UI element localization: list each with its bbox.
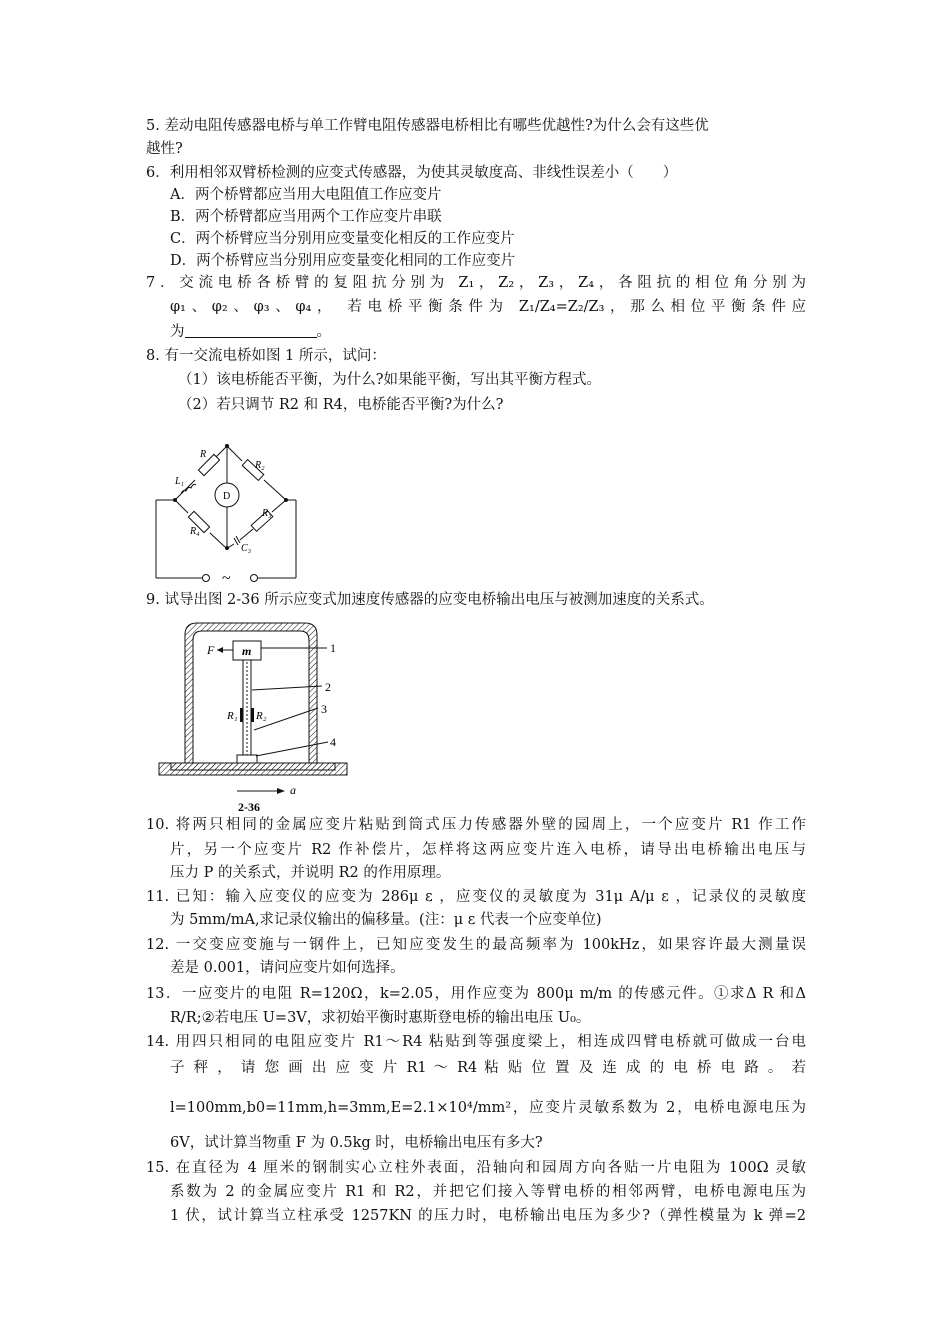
- q11-line1: 11. 已知：输入应变仪的应变为 286μ ε ，应变仪的灵敏度为 31μ A/μ ε ，记录仪的灵敏度: [146, 889, 806, 905]
- q5-line2: 越性?: [146, 141, 183, 157]
- q14-line3: l=100mm,b0=11mm,h=3mm,E=2.1×10⁴/mm²，应变片灵敏系数为 2，电桥电源电压为: [170, 1100, 806, 1116]
- label-R: R: [200, 449, 207, 460]
- beam-mount: [237, 755, 257, 763]
- q7-line3-post: 。: [316, 324, 331, 340]
- label-4: 4: [330, 735, 336, 749]
- ac-source-symbol: ~: [222, 570, 231, 587]
- q12-line2: 差是 0.001，请问应变片如何选择。: [170, 960, 405, 976]
- q12-line1: 12. 一交变应变施与一钢件上，已知应变发生的最高频率为 100kHz，如果容许最大测量误: [146, 937, 806, 953]
- source-terminal-left: [203, 575, 210, 582]
- q7-line3-pre: 为: [170, 324, 185, 340]
- q11-line2: 为 5mm/mA,求记录仪输出的偏移量。(注：μ ε 代表一个应变单位): [170, 912, 602, 928]
- q6-option-c: C．两个桥臂应当分别用应变量变化相反的工作应变片: [170, 231, 515, 247]
- q13-line1: 13．一应变片的电阻 R=120Ω，k=2.05，用作应变为 800μ m/m 的传感元件。①求Δ R 和Δ: [146, 986, 806, 1002]
- strain-gauge-R2: [251, 708, 254, 722]
- strain-gauge-R1: [240, 708, 243, 722]
- q10-line3: 压力 P 的关系式，并说明 R2 的作用原理。: [170, 865, 451, 881]
- source-terminal-right: [251, 575, 258, 582]
- q8-stem: 8. 有一交流电桥如图 1 所示，试问：: [146, 348, 386, 364]
- q15-line3: 1 伏，试计算当立柱承受 1257KN 的压力时，电桥输出电压为多少?（弹性模量为 k 弹=2: [170, 1208, 806, 1224]
- ac-bridge-figure: [150, 430, 310, 590]
- q13-line2: R/R;②若电压 U=3V，求初始平衡时惠斯登电桥的输出电压 U₀。: [170, 1010, 591, 1026]
- q14-line4: 6V，试计算当物重 F 为 0.5kg 时，电桥输出电压有多大?: [170, 1135, 543, 1151]
- q6-option-a: A．两个桥臂都应当用大电阻值工作应变片: [170, 187, 442, 203]
- q6-option-d: D．两个桥臂应当分别用应变量变化相同的工作应变片: [170, 253, 516, 269]
- base: [159, 763, 347, 775]
- q5-line1: 5. 差动电阻传感器电桥与单工作臂电阻传感器电桥相比有哪些优越性?为什么会有这些优: [146, 118, 709, 134]
- label-F: F: [207, 643, 215, 657]
- q9-stem: 9. 试导出图 2-36 所示应变式加速度传感器的应变电桥输出电压与被测加速度的关系式。: [146, 592, 714, 608]
- label-R2: R₂: [256, 710, 267, 722]
- q7-line2: φ₁、φ₂、φ₃、φ₄， 若电桥平衡条件为 Z₁/Z₄=Z₂/Z₃，那么相位平衡条件应: [170, 299, 806, 315]
- q10-line1: 10. 将两只相同的金属应变片粘贴到筒式压力传感器外壁的园周上，一个应变片 R1 作工作: [146, 817, 806, 833]
- accelerometer-figure: [155, 620, 355, 820]
- figure-caption: 2-36: [238, 800, 260, 814]
- label-R2: R₂: [255, 460, 265, 471]
- q8-sub2: （2）若只调节 R2 和 R4，电桥能否平衡?为什么?: [178, 397, 504, 413]
- q15-line2: 系数为 2 的金属应变片 R1 和 R2，并把它们接入等臂电桥的相邻两臂，电桥电源电压为: [170, 1184, 806, 1200]
- label-L1: L₁: [175, 476, 185, 487]
- q7-answer-blank: [185, 323, 317, 338]
- q15-line1: 15. 在直径为 4 厘米的钢制实心立柱外表面，沿轴向和园周方向各贴一片电阻为 100Ω 灵敏: [146, 1160, 806, 1176]
- label-C3: C₃: [241, 543, 252, 554]
- q14-line1: 14. 用四只相同的电阻应变片 R1～R4 粘贴到等强度梁上，相连成四臂电桥就可做成一台电: [146, 1034, 806, 1050]
- label-2: 2: [325, 680, 331, 694]
- label-a: a: [290, 783, 296, 797]
- q14-line2: 子 秤 ， 请 您 画 出 应 变 片 R1 ～ R4 粘 贴 位 置 及 连 成 的 电 桥 电 路 。 若: [170, 1060, 806, 1076]
- q10-line2: 片，另一个应变片 R2 作补偿片，怎样将这两应变片连入电桥，请导出电桥输出电压与: [170, 842, 806, 858]
- q8-sub1: （1）该电桥能否平衡，为什么?如果能平衡，写出其平衡方程式。: [178, 372, 601, 388]
- label-R1: R₁: [227, 710, 238, 722]
- q7-line3: [170, 322, 331, 342]
- label-D: D: [223, 491, 231, 502]
- label-m: m: [242, 644, 252, 658]
- q6-option-b: B．两个桥臂都应当用两个工作应变片串联: [170, 209, 442, 225]
- label-3: 3: [321, 702, 327, 716]
- q6-stem: 6．利用相邻双臂桥检测的应变式传感器，为使其灵敏度高、非线性误差小（ ）: [146, 165, 678, 181]
- label-R3: R₃: [262, 508, 272, 519]
- label-R4: R₄: [190, 526, 200, 537]
- label-1: 1: [330, 641, 336, 655]
- q7-line1: 7．交流电桥各桥臂的复阻抗分别为 Z₁，Z₂，Z₃，Z₄，各阻抗的相位角分别为: [146, 275, 806, 291]
